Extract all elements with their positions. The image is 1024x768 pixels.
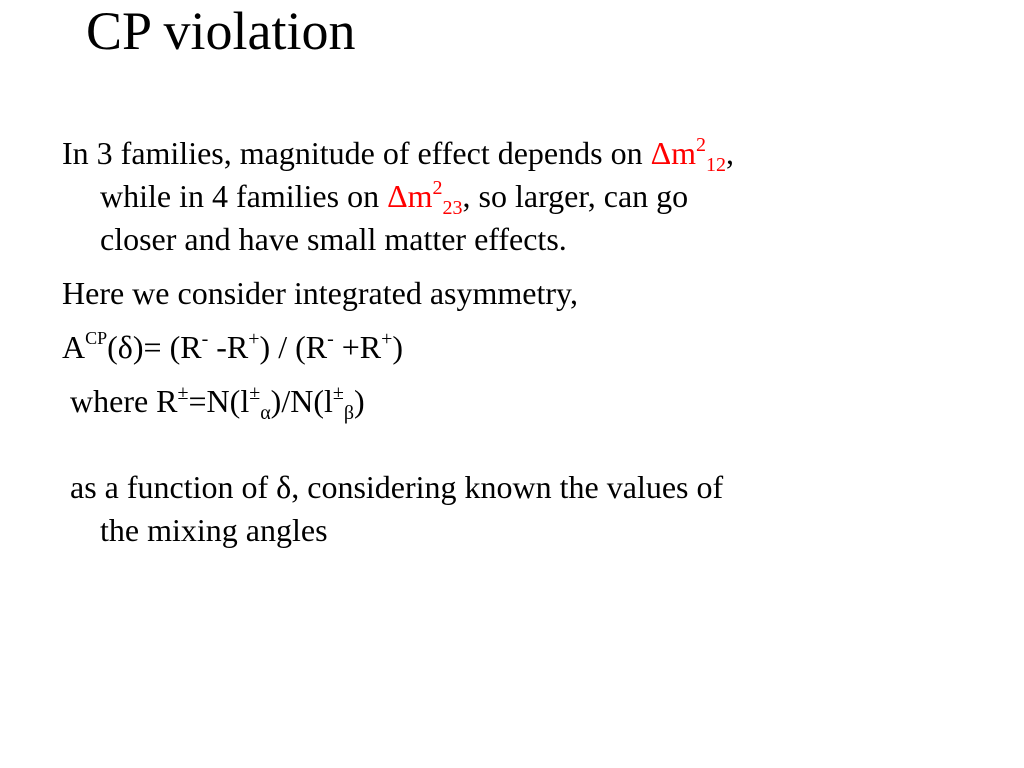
delta-m12-base: Δm	[650, 135, 697, 171]
blank-line	[62, 423, 962, 466]
p5-text-a: as a function of δ, considering known the values of	[62, 469, 724, 505]
delta-m12	[650, 134, 727, 176]
delta-m23-sup: 2	[432, 177, 443, 199]
delta-m12-sup: 2	[696, 134, 707, 156]
formula-a-sup: CP	[85, 328, 108, 348]
delta-m12-sub: 12	[706, 154, 727, 176]
where-l2-sub: β	[343, 402, 355, 424]
paragraph-asymmetry-formula	[62, 326, 962, 369]
slide-body	[62, 132, 962, 563]
formula-mid2: -R	[208, 329, 249, 365]
formula-end: )	[392, 329, 404, 365]
formula-r1-sup: -	[201, 328, 209, 350]
formula-r4-sup: +	[381, 328, 393, 350]
slide-title: CP violation	[86, 1, 356, 61]
where-l2-sup: ±	[332, 382, 344, 404]
where-l1-sup: ±	[249, 382, 261, 404]
where-a: where R	[62, 383, 178, 419]
p1-text-a: In 3 families, magnitude of effect depends on	[62, 135, 651, 171]
paragraph-families	[62, 132, 962, 261]
p2-text: Here we consider integrated asymmetry,	[62, 275, 578, 311]
where-l1-sub: α	[260, 402, 271, 424]
delta-m23	[387, 177, 463, 219]
where-r-sup: ±	[177, 382, 189, 404]
formula-mid4: +R	[333, 329, 382, 365]
p1-text-d: closer and have small matter effects.	[100, 221, 567, 257]
formula-mid3: ) / (R	[259, 329, 328, 365]
where-d: )	[354, 383, 365, 419]
delta-m23-sub: 23	[442, 197, 463, 219]
p1-text-c: , so larger, can go	[462, 178, 689, 214]
delta-m23-base: Δm	[387, 178, 433, 214]
paragraph-integrated-asymmetry	[62, 272, 962, 315]
p1-line1-end: ,	[726, 135, 735, 171]
formula-r3-sup: -	[327, 328, 334, 350]
paragraph-where-definition	[62, 380, 962, 423]
p5-text-b: the mixing angles	[100, 512, 328, 548]
formula-a: A	[62, 329, 86, 365]
paragraph-function-of-delta	[62, 466, 962, 552]
formula-mid: (δ)= (R	[107, 329, 202, 365]
p1-text-b: while in 4 families on	[100, 178, 388, 214]
where-b: =N(l	[188, 383, 250, 419]
where-c: )/N(l	[270, 383, 333, 419]
formula-r2-sup: +	[248, 328, 260, 350]
